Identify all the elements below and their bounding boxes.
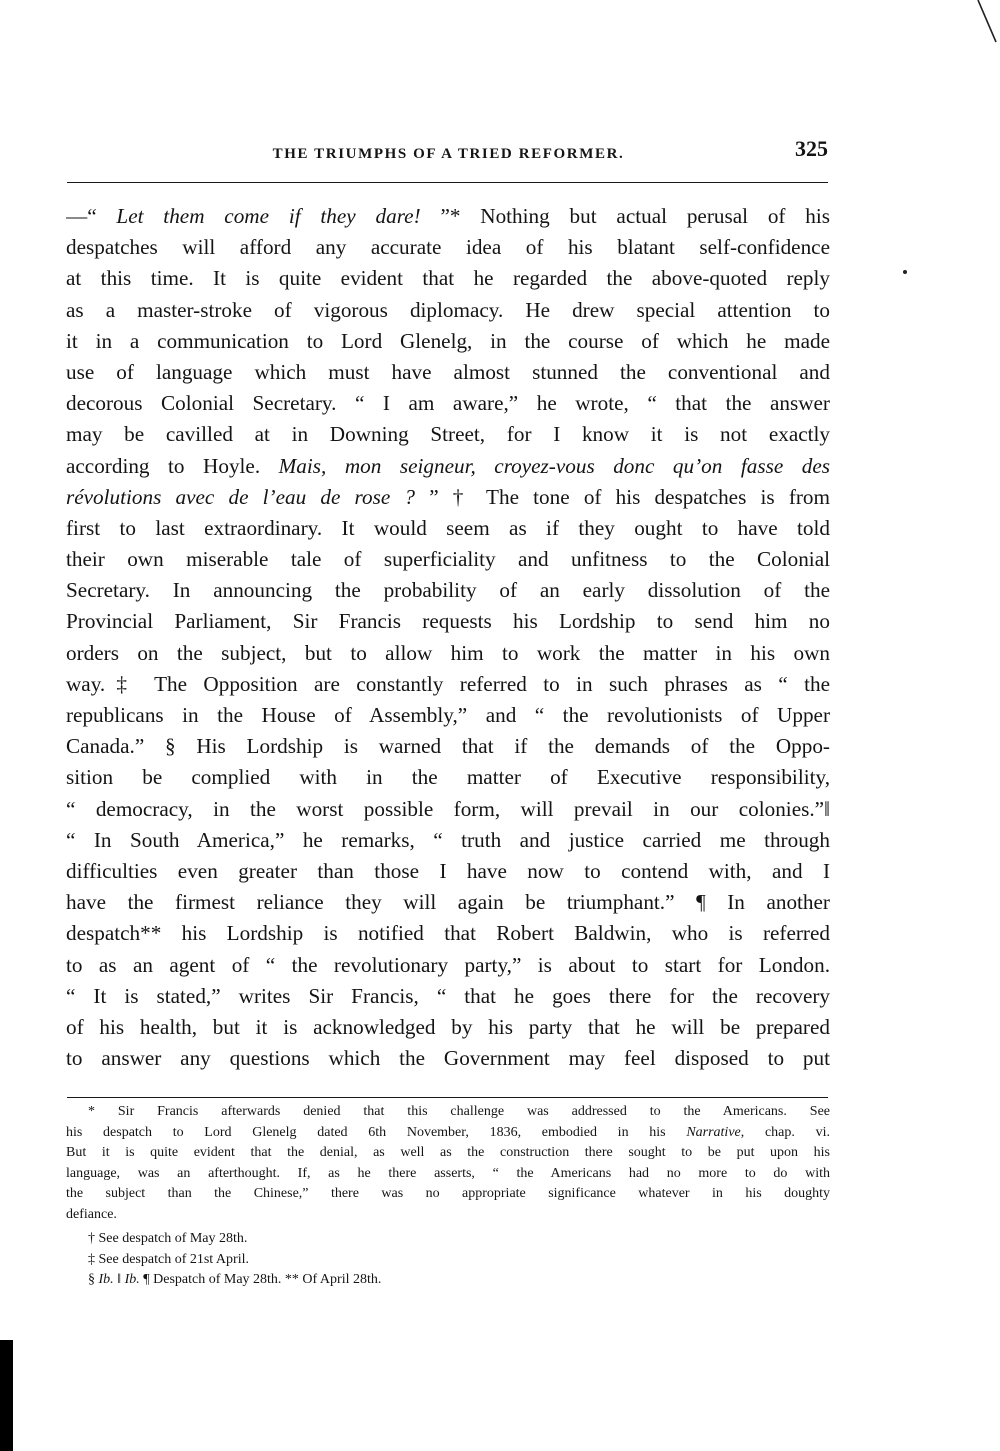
- text-line: to answer any questions which the Government may feel disposed to put: [66, 1046, 830, 1071]
- text-line: way.‡ The Opposition are constantly referred to in such phrases as “ the: [66, 671, 830, 696]
- body-text: [66, 201, 830, 1074]
- text-line: first to last extraordinary. It would seem as if they ought to have told: [66, 515, 830, 540]
- footnote-line: ‡ See despatch of 21st April.: [88, 1251, 249, 1267]
- text-line: as a master-stroke of vigorous diplomacy. He drew special attention to: [66, 297, 830, 322]
- text-line: despatch** his Lordship is notified that Robert Baldwin, who is referred: [66, 921, 830, 946]
- footnote-line: language, was an afterthought. If, as he there asserts, “ the Americans had no more to do with: [66, 1165, 830, 1181]
- scan-binding-edge: [0, 1340, 13, 1451]
- margin-speck: [903, 270, 907, 274]
- page-number: 325: [795, 136, 828, 161]
- text-line: Canada.” § His Lordship is warned that if the demands of the Oppo-: [66, 734, 830, 759]
- text-line: it in a communication to Lord Glenelg, in the course of which he made: [66, 328, 830, 353]
- text-line: decorous Colonial Secretary. “ I am aware,” he wrote, “ that the answer: [66, 391, 830, 416]
- running-title: THE TRIUMPHS OF A TRIED REFORMER.: [272, 146, 625, 162]
- text-line: orders on the subject, but to allow him to work the matter in his own: [66, 640, 830, 665]
- text-line: sition be complied with in the matter of Executive responsibility,: [66, 765, 830, 790]
- text-line: of his health, but it is acknowledged by his party that he will be prepared: [66, 1014, 830, 1039]
- text-line: according to Hoyle. Mais, mon seigneur, croyez-vous donc qu’on fasse des: [66, 453, 830, 478]
- footnote-line: § Ib. ‖ Ib. ¶ Despatch of May 28th. ** Of April 28th.: [88, 1272, 382, 1287]
- text-line: have the firmest reliance they will again be triumphant.” ¶ In another: [66, 890, 830, 915]
- footnote-line: But it is quite evident that the denial, as well as the construction there sought to be put upon his: [66, 1145, 830, 1160]
- running-head: [67, 136, 830, 170]
- text-line: révolutions avec de l’eau de rose ? ” † The tone of his despatches is from: [66, 484, 830, 509]
- text-line: republicans in the House of Assembly,” and “ the revolutionists of Upper: [66, 703, 830, 727]
- page-corner-fold-mark: [976, 0, 998, 44]
- text-line: to as an agent of “ the revolutionary party,” is about to start for London.: [66, 952, 830, 977]
- footnote-rule: [67, 1097, 828, 1098]
- text-line: “ democracy, in the worst possible form, will prevail in our colonies.”‖: [66, 796, 830, 821]
- footnote-line: defiance.: [66, 1206, 117, 1222]
- footnote-line: † See despatch of May 28th.: [88, 1231, 248, 1246]
- header-rule: [67, 182, 828, 183]
- footnotes: [66, 1102, 830, 1291]
- text-line: difficulties even greater than those I have now to contend with, and I: [66, 858, 830, 883]
- text-line: “ In South America,” he remarks, “ truth and justice carried me through: [66, 827, 830, 852]
- footnote-line: the subject than the Chinese,” there was no appropriate significance whatever in his doughty: [66, 1186, 830, 1201]
- text-line: their own miserable tale of superficiality and unfitness to the Colonial: [66, 547, 830, 572]
- footnote-line: * Sir Francis afterwards denied that this challenge was addressed to the Americans. See: [88, 1104, 830, 1119]
- footnote-line: his despatch to Lord Glenelg dated 6th November, 1836, embodied in his Narrative, chap. vi.: [66, 1124, 830, 1140]
- text-line: may be cavilled at in Downing Street, for I know it is not exactly: [66, 422, 830, 447]
- text-line: Secretary. In announcing the probability of an early dissolution of the: [66, 578, 830, 603]
- text-line: “ It is stated,” writes Sir Francis, “ that he goes there for the recovery: [66, 983, 830, 1008]
- text-line: despatches will afford any accurate idea of his blatant self-confidence: [66, 235, 830, 260]
- text-line: Provincial Parliament, Sir Francis requests his Lordship to send him no: [66, 609, 830, 634]
- text-line: use of language which must have almost stunned the conventional and: [66, 359, 830, 384]
- text-line: at this time. It is quite evident that he regarded the above-quoted reply: [66, 266, 830, 291]
- text-line: —“ Let them come if they dare! ”* Nothing but actual perusal of his: [66, 204, 830, 228]
